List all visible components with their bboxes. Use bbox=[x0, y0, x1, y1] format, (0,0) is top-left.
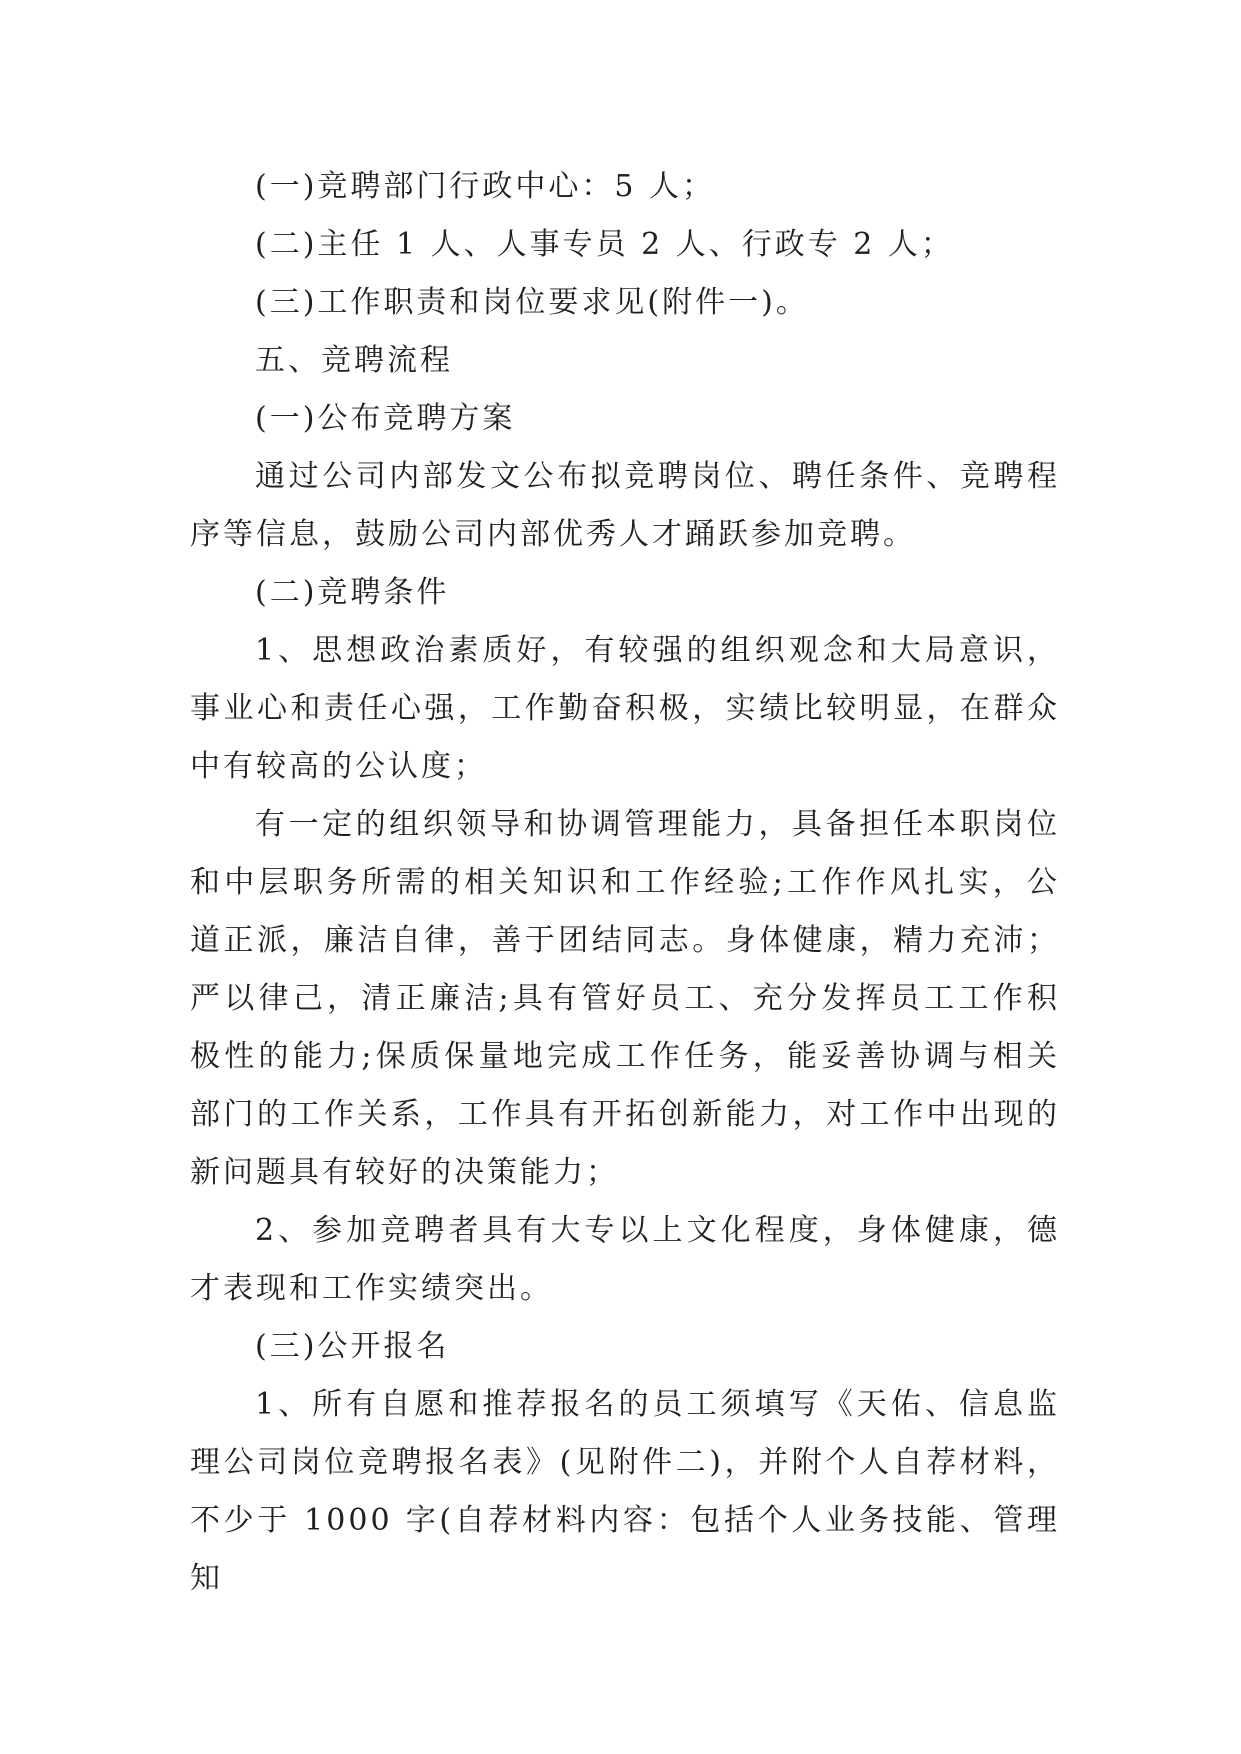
text-line: (三)公开报名 bbox=[255, 1329, 450, 1364]
text-line: 不少于 1000 字(自荐材料内容：包括个人业务技能、管理知 bbox=[190, 1503, 1060, 1596]
text-line: (一)公布竞聘方案 bbox=[255, 401, 516, 436]
text-line: 中有较高的公认度； bbox=[190, 749, 487, 784]
text-line: 严以律己，清正廉洁;具有管好员工、充分发挥员工工作积 bbox=[190, 981, 1060, 1016]
text-line: 2、参加竞聘者具有大专以上文化程度，身体健康，德 bbox=[255, 1213, 1060, 1248]
text-line: 才表现和工作实绩突出。 bbox=[190, 1271, 553, 1306]
text-line: 部门的工作关系，工作具有开拓创新能力，对工作中出现的 bbox=[190, 1097, 1060, 1132]
text-line: 有一定的组织领导和协调管理能力，具备担任本职岗位 bbox=[255, 807, 1060, 842]
text-line: 极性的能力;保质保量地完成工作任务，能妥善协调与相关 bbox=[190, 1039, 1060, 1074]
document-body bbox=[190, 158, 1060, 1596]
text-line: 序等信息，鼓励公司内部优秀人才踊跃参加竞聘。 bbox=[190, 517, 916, 552]
text-line: (三)工作职责和岗位要求见(附件一)。 bbox=[255, 285, 809, 320]
text-line: 理公司岗位竞聘报名表》(见附件二)，并附个人自荐材料， bbox=[190, 1445, 1060, 1480]
text-line: 1、思想政治素质好，有较强的组织观念和大局意识， bbox=[255, 633, 1060, 668]
text-line: 五、竞聘流程 bbox=[255, 343, 453, 378]
text-line: 道正派，廉洁自律，善于团结同志。身体健康，精力充沛； bbox=[190, 923, 1060, 958]
text-line: (二)竞聘条件 bbox=[255, 575, 450, 610]
text-line: (一)竞聘部门行政中心：5 人； bbox=[255, 169, 716, 204]
text-line: 1、所有自愿和推荐报名的员工须填写《天佑、信息监 bbox=[255, 1387, 1060, 1422]
text-line: 新问题具有较好的决策能力； bbox=[190, 1155, 619, 1190]
text-line: (二)主任 1 人、人事专员 2 人、行政专 2 人； bbox=[255, 227, 954, 262]
text-line: 通过公司内部发文公布拟竞聘岗位、聘任条件、竞聘程 bbox=[255, 459, 1060, 494]
text-line: 和中层职务所需的相关知识和工作经验;工作作风扎实，公 bbox=[190, 865, 1060, 900]
text-line: 事业心和责任心强，工作勤奋积极，实绩比较明显，在群众 bbox=[190, 691, 1060, 726]
